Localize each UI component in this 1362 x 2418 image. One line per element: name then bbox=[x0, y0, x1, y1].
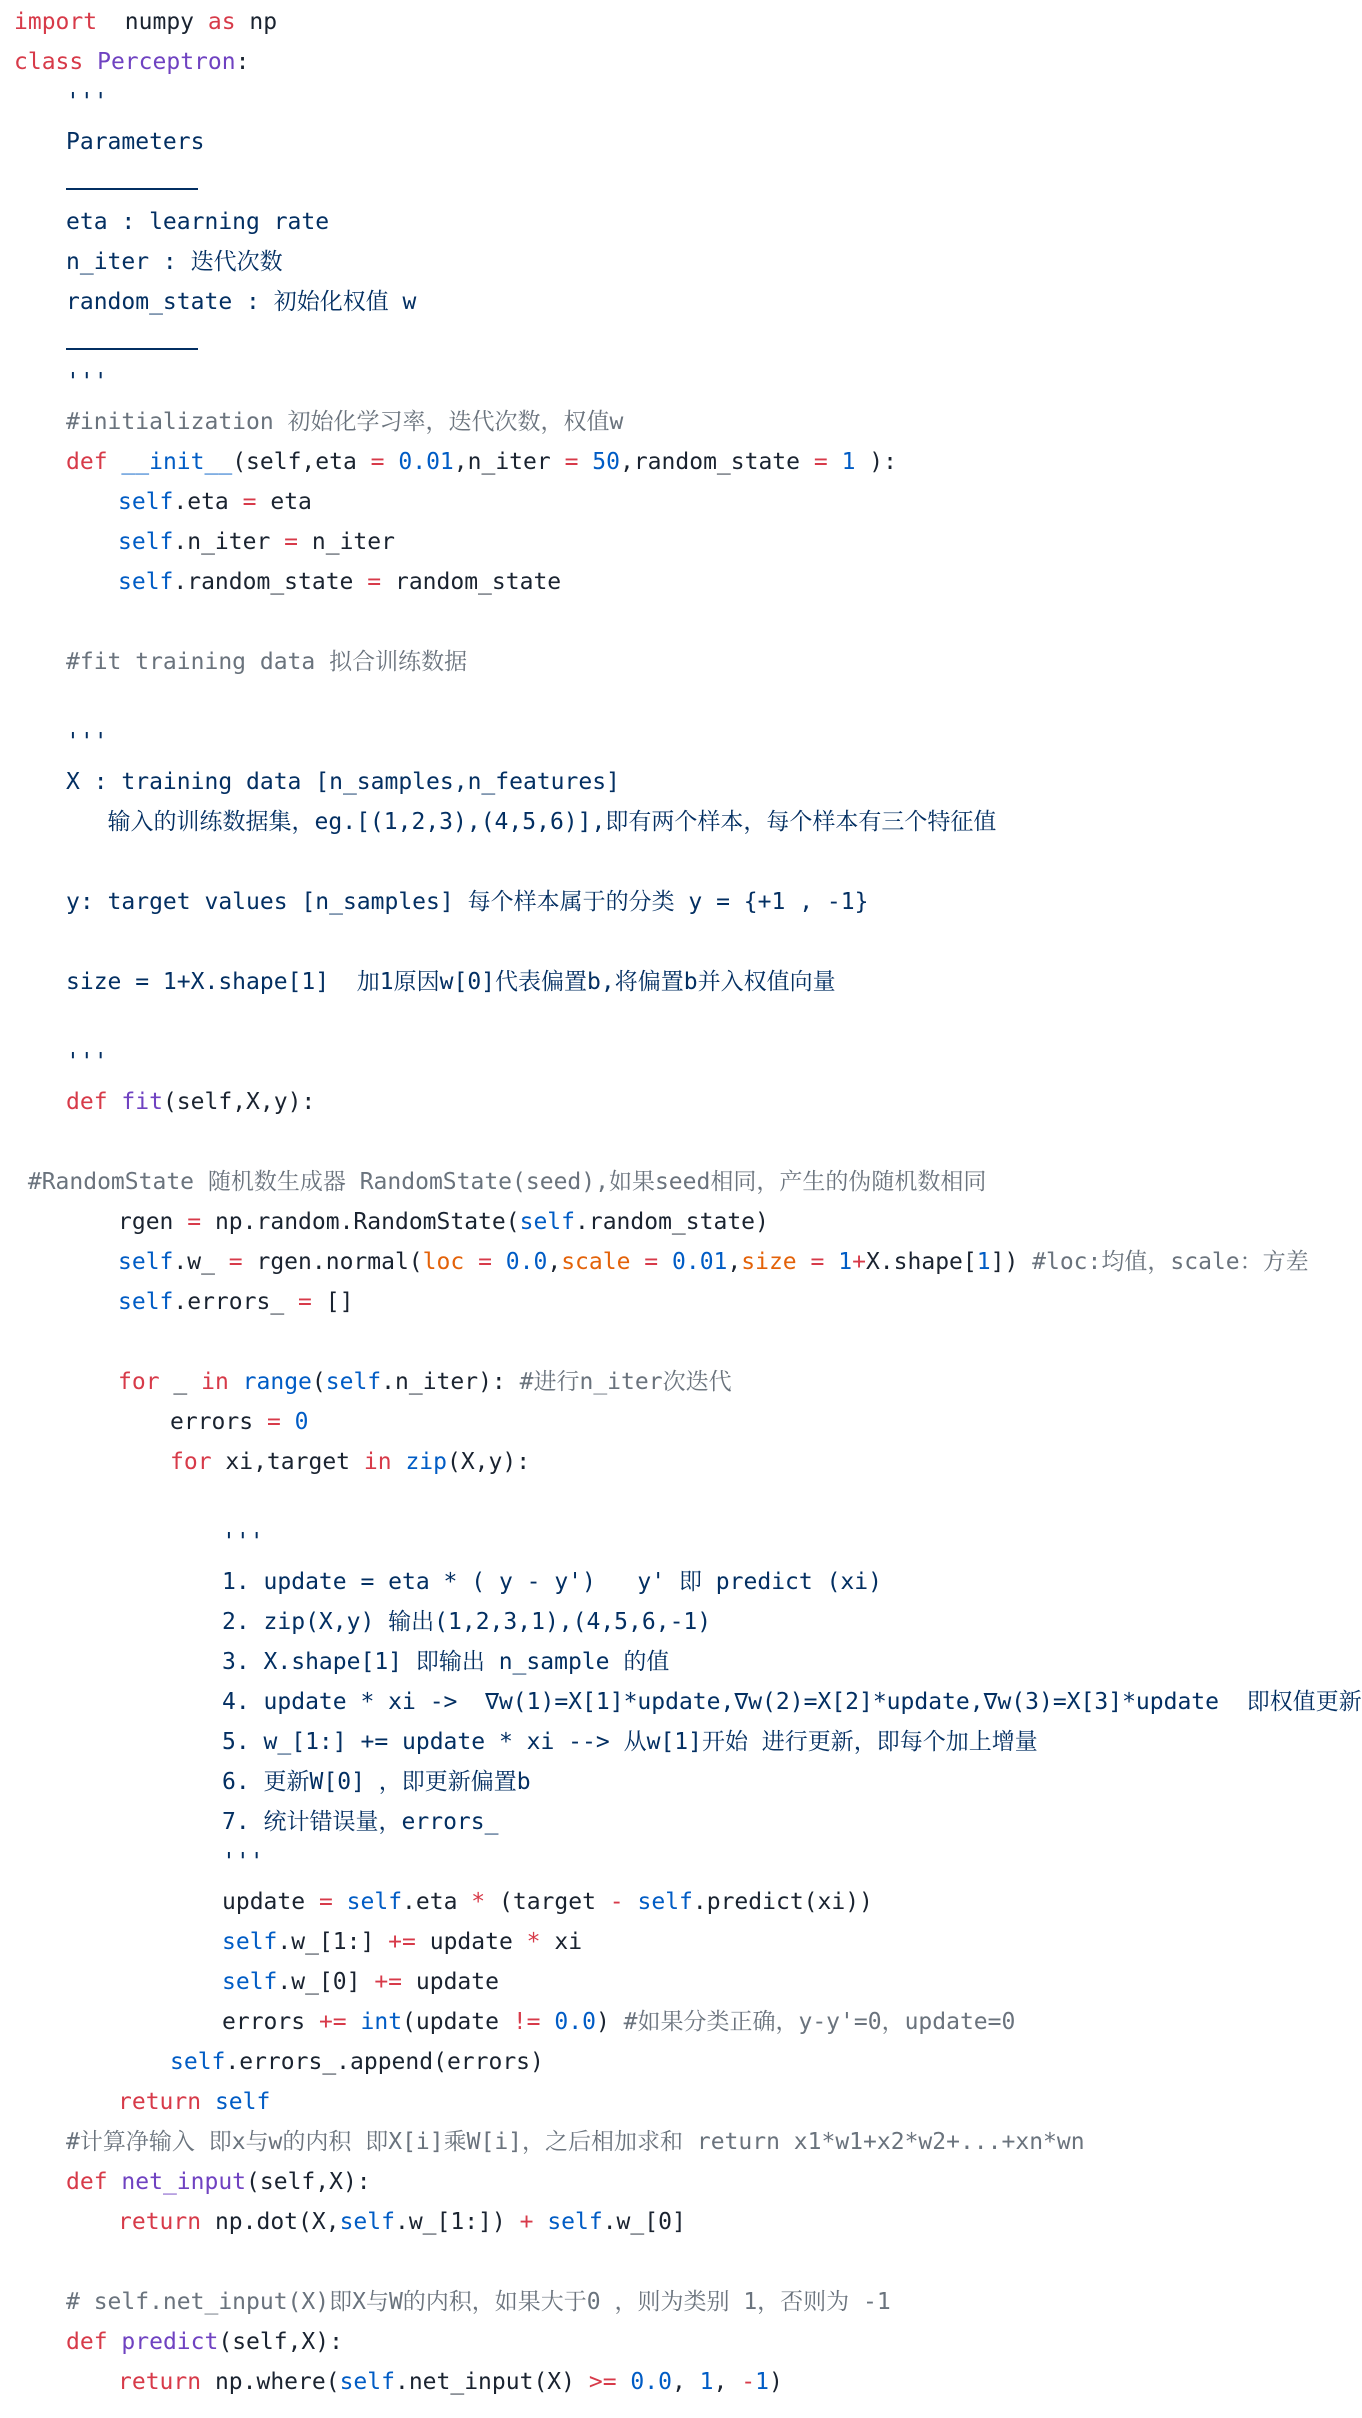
code-token: in bbox=[201, 1369, 229, 1395]
code-line bbox=[66, 362, 108, 402]
code-token: = bbox=[228, 1249, 243, 1275]
code-token: = bbox=[318, 1889, 333, 1915]
code-token: self bbox=[118, 529, 174, 555]
code-token: 1. update = eta * ( y - y') y' 即 predict (xi) bbox=[222, 1569, 882, 1595]
code-token: X.shape[ bbox=[865, 1249, 977, 1275]
code-token: net_input bbox=[121, 2169, 247, 2195]
code-token: #fit training data 拟合训练数据 bbox=[66, 649, 468, 675]
code-token: np.where( bbox=[201, 2369, 340, 2395]
code-line bbox=[66, 442, 897, 482]
code-token: >= bbox=[588, 2369, 617, 2395]
code-token bbox=[229, 1369, 243, 1395]
code-line bbox=[66, 122, 204, 162]
code-token: (target bbox=[485, 1889, 610, 1915]
code-token: ''' bbox=[66, 729, 108, 755]
code-token: n_iter : 迭代次数 bbox=[66, 249, 283, 275]
code-token: def bbox=[66, 2169, 108, 2195]
code-line bbox=[66, 642, 467, 682]
code-token: ) bbox=[768, 2369, 783, 2395]
code-token: 2. zip(X,y) 输出(1,2,3,1),(4,5,6,-1) bbox=[222, 1609, 712, 1635]
code-token: 6. 更新W[0] ，即更新偏置b bbox=[222, 1769, 531, 1795]
code-token: 1 bbox=[755, 2369, 769, 2395]
code-token bbox=[828, 449, 842, 475]
code-token: (self,X): bbox=[218, 2329, 343, 2355]
code-token: = bbox=[298, 1289, 312, 1315]
code-token: 4. update * xi -> ∇w(1)=X[1]*update,∇w(2)=X[2]*update,∇w(3)=X[3]*update 即权值更新 bbox=[222, 1689, 1362, 1715]
code-token: , bbox=[713, 2369, 742, 2395]
code-token: # self.net_input(X)即X与W的内积，如果大于0 ，则为类别 1，否则为 -1 bbox=[66, 2289, 891, 2315]
code-token: loc bbox=[422, 1249, 465, 1275]
code-token: ,random_state bbox=[619, 449, 814, 475]
code-token: self bbox=[339, 2369, 395, 2395]
code-token: def bbox=[66, 2329, 108, 2355]
code-token: n_iter bbox=[298, 529, 395, 555]
code-line bbox=[222, 1602, 711, 1642]
code-token: += bbox=[318, 2009, 347, 2035]
code-line bbox=[222, 1682, 1362, 1722]
code-token bbox=[624, 1889, 638, 1915]
code-token: .w_[1:]) bbox=[394, 2209, 520, 2235]
code-token: 输入的训练数据集，eg.[(1,2,3),(4,5,6)],即有两个样本，每个样本有三个特征值 bbox=[66, 809, 997, 835]
code-token bbox=[533, 2209, 547, 2235]
code-token: self bbox=[170, 2049, 226, 2075]
code-token bbox=[464, 1249, 478, 1275]
code-token: ''' bbox=[222, 1529, 264, 1555]
code-token: 5. w_[1:] += update * xi --> 从w[1]开始 进行更新，即每个加上增量 bbox=[222, 1729, 1038, 1755]
code-line bbox=[118, 522, 395, 562]
code-token: = bbox=[367, 569, 382, 595]
code-token: _ bbox=[159, 1369, 202, 1395]
code-token: Parameters bbox=[66, 129, 205, 155]
code-line bbox=[222, 1722, 1038, 1762]
code-token: .eta bbox=[173, 489, 243, 515]
code-line bbox=[222, 1522, 264, 1562]
code-token bbox=[630, 1249, 644, 1275]
code-token: scale bbox=[561, 1249, 631, 1275]
code-token: 1 bbox=[841, 449, 856, 475]
code-token: = bbox=[187, 1209, 202, 1235]
code-token: .eta bbox=[402, 1889, 472, 1915]
code-token: = bbox=[242, 489, 257, 515]
code-token: ): bbox=[855, 449, 897, 475]
code-token: .w_[0] bbox=[602, 2209, 686, 2235]
code-token: , bbox=[547, 1249, 562, 1275]
code-line bbox=[222, 1842, 264, 1882]
code-token: #initialization 初始化学习率，迭代次数，权值w bbox=[66, 409, 624, 435]
code-token: 0.01 bbox=[672, 1249, 728, 1275]
code-token: - bbox=[609, 1889, 624, 1915]
code-line bbox=[66, 282, 416, 322]
code-token: return bbox=[118, 2209, 202, 2235]
code-token bbox=[347, 2009, 361, 2035]
code-token bbox=[108, 449, 122, 475]
code-line bbox=[66, 962, 836, 1002]
code-line bbox=[222, 1762, 531, 1802]
code-token: as bbox=[207, 9, 236, 35]
code-token bbox=[385, 449, 399, 475]
code-token: ''' bbox=[222, 1849, 264, 1875]
code-token: .net_input(X) bbox=[394, 2369, 589, 2395]
code-line bbox=[14, 42, 249, 82]
code-token: self bbox=[519, 1209, 575, 1235]
code-token: 0.0 bbox=[505, 1249, 548, 1275]
code-line bbox=[118, 1282, 353, 1322]
code-token: self bbox=[222, 1929, 278, 1955]
code-token: y: target values [n_samples] 每个样本属于的分类 y = {+1 , -1} bbox=[66, 889, 869, 915]
code-line bbox=[66, 1082, 315, 1122]
code-token: self bbox=[118, 569, 174, 595]
code-token: int bbox=[360, 2009, 403, 2035]
code-line bbox=[66, 722, 108, 762]
code-token: .w_ bbox=[173, 1249, 229, 1275]
code-line bbox=[66, 882, 868, 922]
code-token: .random_state bbox=[173, 569, 368, 595]
code-token: def bbox=[66, 1089, 108, 1115]
code-line bbox=[170, 2042, 544, 2082]
code-token: - bbox=[741, 2369, 756, 2395]
code-token: np.dot(X, bbox=[201, 2209, 340, 2235]
code-token: (self,eta bbox=[232, 449, 371, 475]
code-token: (X,y): bbox=[446, 1449, 531, 1475]
code-token: self bbox=[118, 1289, 174, 1315]
code-token: ''' bbox=[66, 1049, 108, 1075]
code-token bbox=[824, 1249, 838, 1275]
code-token: = bbox=[813, 449, 828, 475]
code-token: update bbox=[415, 1929, 527, 1955]
code-token: self bbox=[214, 2089, 271, 2115]
code-token: zip bbox=[405, 1449, 447, 1475]
code-token bbox=[578, 449, 592, 475]
code-line bbox=[66, 242, 283, 282]
docstring-rule bbox=[66, 348, 198, 350]
code-token: def bbox=[66, 449, 108, 475]
code-line bbox=[222, 1642, 669, 1682]
code-token: * bbox=[471, 1889, 486, 1915]
code-token: = bbox=[644, 1249, 659, 1275]
code-token: ''' bbox=[66, 369, 108, 395]
code-token: #进行n_iter次迭代 bbox=[519, 1369, 732, 1395]
code-token: 1 bbox=[699, 2369, 714, 2395]
code-token: rgen.normal( bbox=[242, 1249, 423, 1275]
code-line bbox=[66, 762, 620, 802]
code-line bbox=[66, 202, 329, 242]
code-line bbox=[66, 2322, 343, 2362]
code-line bbox=[14, 2, 277, 42]
code-token: random_state bbox=[381, 569, 562, 595]
code-token: size = 1+X.shape[1] 加1原因w[0]代表偏置b,将偏置b并入权值向量 bbox=[66, 969, 836, 995]
code-line bbox=[66, 2282, 891, 2322]
code-line bbox=[222, 1962, 499, 2002]
code-token: self bbox=[547, 2209, 603, 2235]
code-token: .n_iter): bbox=[381, 1369, 520, 1395]
code-token bbox=[541, 2009, 555, 2035]
code-token: #RandomState 随机数生成器 RandomState(seed),如果seed相同，产生的伪随机数相同 bbox=[14, 1169, 987, 1195]
code-token bbox=[492, 1249, 506, 1275]
code-token: (self,X,y): bbox=[162, 1089, 316, 1115]
code-line bbox=[66, 402, 623, 442]
code-token: eta bbox=[256, 489, 312, 515]
code-token bbox=[658, 1249, 672, 1275]
code-token: #计算净输入 即x与w的内积 即X[i]乘W[i]，之后相加求和 return x1*w1+x2*w2+...+xn*wn bbox=[66, 2129, 1085, 2155]
code-token: .random_state) bbox=[575, 1209, 769, 1235]
code-token bbox=[617, 2369, 631, 2395]
code-token: xi bbox=[540, 1929, 583, 1955]
code-token: update bbox=[222, 1889, 319, 1915]
code-token: : bbox=[235, 49, 250, 75]
code-token: 0.0 bbox=[554, 2009, 596, 2035]
code-token: = bbox=[564, 449, 579, 475]
code-token: self bbox=[325, 1369, 382, 1395]
code-token: import bbox=[14, 9, 98, 35]
code-token: 1 bbox=[976, 1249, 991, 1275]
code-token: = bbox=[370, 449, 385, 475]
code-token: 3. X.shape[1] 即输出 n_sample 的值 bbox=[222, 1649, 670, 1675]
code-token: fit bbox=[121, 1089, 163, 1115]
code-token: in bbox=[363, 1449, 392, 1475]
code-token: += bbox=[388, 1929, 416, 1955]
code-token: self bbox=[339, 2209, 395, 2235]
code-line bbox=[118, 1362, 732, 1402]
code-token: self bbox=[118, 1249, 174, 1275]
code-token: + bbox=[852, 1249, 866, 1275]
code-token: + bbox=[519, 2209, 534, 2235]
code-token: range bbox=[242, 1369, 312, 1395]
code-token: != bbox=[512, 2009, 541, 2035]
code-token: xi,target bbox=[211, 1449, 364, 1475]
code-token: ''' bbox=[66, 89, 108, 115]
code-token: numpy bbox=[97, 9, 208, 35]
code-token: for bbox=[170, 1449, 212, 1475]
code-token: self bbox=[118, 489, 174, 515]
code-token: __init__ bbox=[121, 449, 233, 475]
code-token bbox=[108, 2329, 122, 2355]
code-token: .errors_.append(errors) bbox=[225, 2049, 544, 2075]
code-token bbox=[108, 2169, 122, 2195]
code-token: .w_[1:] bbox=[277, 1929, 389, 1955]
code-token: ]) bbox=[990, 1249, 1033, 1275]
code-line bbox=[118, 2362, 783, 2402]
code-token: = bbox=[810, 1249, 825, 1275]
code-token: .predict(xi)) bbox=[692, 1889, 873, 1915]
code-token: , bbox=[671, 2369, 700, 2395]
code-token: #如果分类正确，y-y'=0，update=0 bbox=[623, 2009, 1016, 2035]
code-token: [] bbox=[311, 1289, 354, 1315]
docstring-rule bbox=[66, 188, 198, 190]
code-token bbox=[201, 2089, 215, 2115]
code-line bbox=[118, 1202, 769, 1242]
code-token: 0.0 bbox=[630, 2369, 672, 2395]
code-line bbox=[222, 1922, 582, 1962]
code-token: .n_iter bbox=[173, 529, 285, 555]
code-token bbox=[83, 49, 97, 75]
code-token: , bbox=[727, 1249, 742, 1275]
code-token: class bbox=[14, 49, 84, 75]
code-token bbox=[797, 1249, 811, 1275]
code-line bbox=[118, 482, 312, 522]
code-token: return bbox=[118, 2089, 202, 2115]
code-line bbox=[118, 1242, 1309, 1282]
code-token: #loc:均值，scale：方差 bbox=[1032, 1249, 1309, 1275]
code-token: random_state : 初始化权值 w bbox=[66, 289, 417, 315]
code-line bbox=[66, 802, 996, 842]
code-token: update bbox=[402, 1969, 499, 1995]
code-line bbox=[66, 1042, 108, 1082]
code-token bbox=[392, 1449, 406, 1475]
code-token bbox=[108, 1089, 122, 1115]
code-token: (update bbox=[402, 2009, 513, 2035]
code-token: 50 bbox=[592, 449, 620, 475]
code-line bbox=[118, 562, 561, 602]
code-token: 0.01 bbox=[398, 449, 454, 475]
code-token: = bbox=[266, 1409, 281, 1435]
code-token: errors bbox=[222, 2009, 319, 2035]
code-token: X : training data [n_samples,n_features] bbox=[66, 769, 620, 795]
code-line bbox=[66, 2122, 1085, 2162]
code-token: self bbox=[222, 1969, 278, 1995]
code-token: .w_[0] bbox=[277, 1969, 375, 1995]
code-token: (self,X): bbox=[246, 2169, 371, 2195]
code-token: 7. 统计错误量，errors_ bbox=[222, 1809, 499, 1835]
code-token: = bbox=[284, 529, 299, 555]
code-token: predict bbox=[121, 2329, 219, 2355]
code-token: np bbox=[235, 9, 278, 35]
code-line bbox=[222, 2002, 1015, 2042]
code-token: 0 bbox=[294, 1409, 309, 1435]
code-token: .errors_ bbox=[173, 1289, 299, 1315]
code-token: = bbox=[478, 1249, 492, 1275]
code-line bbox=[222, 1562, 882, 1602]
code-token: eta : learning rate bbox=[66, 209, 330, 235]
code-token: for bbox=[118, 1369, 160, 1395]
code-line bbox=[118, 2202, 686, 2242]
code-token: ) bbox=[595, 2009, 624, 2035]
code-token: errors bbox=[170, 1409, 267, 1435]
code-token: += bbox=[374, 1969, 403, 1995]
code-line bbox=[14, 1162, 986, 1202]
code-token bbox=[333, 1889, 347, 1915]
code-line bbox=[170, 1442, 530, 1482]
code-token: size bbox=[741, 1249, 797, 1275]
code-line bbox=[66, 82, 108, 122]
code-line bbox=[170, 1402, 309, 1442]
code-token: self bbox=[346, 1889, 403, 1915]
code-token: ,n_iter bbox=[453, 449, 565, 475]
code-token: * bbox=[526, 1929, 541, 1955]
code-line bbox=[66, 2162, 371, 2202]
code-token: self bbox=[637, 1889, 693, 1915]
code-token: 1 bbox=[838, 1249, 853, 1275]
code-token: return bbox=[118, 2369, 202, 2395]
code-token: Perceptron bbox=[97, 49, 236, 75]
code-token bbox=[281, 1409, 295, 1435]
code-token: np.random.RandomState( bbox=[201, 1209, 520, 1235]
code-line bbox=[118, 2082, 270, 2122]
code-line bbox=[222, 1802, 498, 1842]
code-line bbox=[222, 1882, 873, 1922]
code-token: rgen bbox=[118, 1209, 188, 1235]
code-token: ( bbox=[311, 1369, 326, 1395]
